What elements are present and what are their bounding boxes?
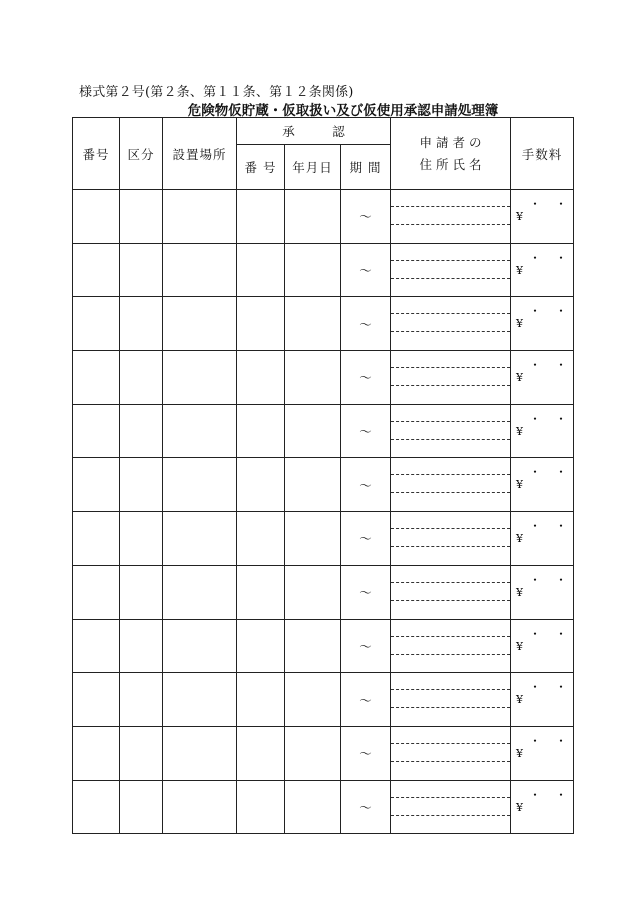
row-approval-date-cell[interactable] xyxy=(285,673,341,727)
row-approval-number-cell[interactable] xyxy=(237,297,285,351)
row-approval-number-cell[interactable] xyxy=(237,726,285,780)
row-period-cell[interactable]: ～ xyxy=(341,512,391,566)
row-fee-cell[interactable] xyxy=(511,619,582,673)
row-approval-date-cell[interactable] xyxy=(285,404,341,458)
row-location-cell[interactable] xyxy=(163,297,237,351)
header-location: 設置場所 xyxy=(163,118,237,190)
address-dotted-line xyxy=(391,260,510,261)
row-category-cell[interactable] xyxy=(120,351,163,405)
fee-date-dots: ・・ xyxy=(529,197,582,211)
document-title-text: 危険物仮貯蔵・仮取扱い及び仮使用承認申請処理簿 xyxy=(187,103,499,119)
row-period-cell[interactable]: ～ xyxy=(341,404,391,458)
row-category-cell[interactable] xyxy=(120,297,163,351)
row-applicant-cell[interactable] xyxy=(391,243,511,297)
row-applicant-cell[interactable] xyxy=(391,458,511,512)
address-dotted-line xyxy=(391,582,510,583)
table-row xyxy=(73,673,574,727)
row-location-cell[interactable] xyxy=(163,673,237,727)
row-number-cell[interactable] xyxy=(73,243,120,297)
row-fee-cell[interactable] xyxy=(511,351,582,405)
row-approval-number-cell[interactable] xyxy=(237,351,285,405)
row-approval-date-cell[interactable] xyxy=(285,190,341,244)
table-row xyxy=(73,351,574,405)
header-applicant-line2: 住 所 氏 名 xyxy=(419,156,482,172)
row-category-cell[interactable] xyxy=(120,619,163,673)
row-fee-cell[interactable] xyxy=(511,404,582,458)
row-applicant-cell[interactable] xyxy=(391,404,511,458)
row-number-cell[interactable] xyxy=(73,780,120,834)
row-number-cell[interactable] xyxy=(73,726,120,780)
yen-sign: ¥ xyxy=(516,693,523,707)
row-location-cell[interactable] xyxy=(163,726,237,780)
row-category-cell[interactable] xyxy=(120,673,163,727)
fee-date-dots: ・・ xyxy=(529,680,582,695)
name-dotted-line xyxy=(391,224,510,225)
name-dotted-line xyxy=(391,331,510,332)
address-dotted-line xyxy=(391,421,510,422)
row-approval-number-cell[interactable] xyxy=(237,243,285,297)
row-location-cell[interactable] xyxy=(163,190,237,244)
yen-sign: ¥ xyxy=(516,532,523,546)
row-number-cell[interactable] xyxy=(73,351,120,405)
name-dotted-line xyxy=(391,707,510,708)
header-approval-date: 年月日 xyxy=(285,145,341,190)
row-category-cell[interactable] xyxy=(120,190,163,244)
address-dotted-line xyxy=(391,313,510,314)
yen-sign: ¥ xyxy=(516,746,523,760)
row-category-cell[interactable] xyxy=(120,404,163,458)
row-location-cell[interactable] xyxy=(163,351,237,405)
fee-date-dots: ・・ xyxy=(529,626,582,641)
table-row xyxy=(73,619,574,673)
row-number-cell[interactable] xyxy=(73,565,120,619)
row-approval-date-cell[interactable] xyxy=(285,565,341,619)
row-period-cell[interactable]: ～ xyxy=(341,565,391,619)
row-number-cell[interactable] xyxy=(73,190,120,244)
table-row xyxy=(73,780,574,834)
row-period-cell[interactable]: ～ xyxy=(341,297,391,351)
row-number-cell[interactable] xyxy=(73,512,120,566)
row-fee-cell[interactable] xyxy=(511,780,582,834)
row-location-cell[interactable] xyxy=(163,243,237,297)
row-location-cell[interactable] xyxy=(163,619,237,673)
row-category-cell[interactable] xyxy=(120,726,163,780)
row-fee-cell[interactable] xyxy=(511,726,582,780)
table-row xyxy=(73,726,574,780)
fee-date-dots: ・・ xyxy=(529,358,582,373)
application-ledger-table xyxy=(72,117,582,834)
header-applicant xyxy=(391,118,511,190)
name-dotted-line xyxy=(391,278,510,279)
row-fee-cell[interactable] xyxy=(511,458,582,512)
row-approval-date-cell[interactable] xyxy=(285,458,341,512)
yen-sign: ¥ xyxy=(516,585,523,599)
header-approval: 承 認 xyxy=(237,118,391,145)
name-dotted-line xyxy=(391,492,510,493)
yen-sign: ¥ xyxy=(516,210,523,223)
fee-date-dots: ・・ xyxy=(529,572,582,587)
row-approval-date-cell[interactable] xyxy=(285,619,341,673)
address-dotted-line xyxy=(391,797,510,798)
name-dotted-line xyxy=(391,815,510,816)
row-number-cell[interactable] xyxy=(73,458,120,512)
row-location-cell[interactable] xyxy=(163,565,237,619)
table-row xyxy=(73,565,574,619)
header-fee: 手数料 xyxy=(511,118,574,190)
table-row xyxy=(73,458,574,512)
name-dotted-line xyxy=(391,385,510,386)
row-period-cell[interactable]: ～ xyxy=(341,351,391,405)
row-location-cell[interactable] xyxy=(163,512,237,566)
row-period-cell[interactable]: ～ xyxy=(341,780,391,834)
fee-date-dots: ・・ xyxy=(529,465,582,480)
row-fee-cell[interactable] xyxy=(511,512,582,566)
row-applicant-cell[interactable] xyxy=(391,673,511,727)
row-approval-date-cell[interactable] xyxy=(285,726,341,780)
address-dotted-line xyxy=(391,689,510,690)
fee-date-dots: ・・ xyxy=(529,733,582,748)
header-applicant-line1: 申 請 者 の xyxy=(419,134,482,150)
row-applicant-cell[interactable] xyxy=(391,780,511,834)
fee-date-dots: ・・ xyxy=(529,250,582,265)
row-location-cell[interactable] xyxy=(163,780,237,834)
row-approval-date-cell[interactable] xyxy=(285,512,341,566)
row-category-cell[interactable] xyxy=(120,512,163,566)
header-category: 区分 xyxy=(120,118,163,190)
row-period-cell[interactable]: ～ xyxy=(341,726,391,780)
name-dotted-line xyxy=(391,761,510,762)
row-approval-number-cell[interactable] xyxy=(237,780,285,834)
name-dotted-line xyxy=(391,600,510,601)
row-approval-number-cell[interactable] xyxy=(237,565,285,619)
row-applicant-cell[interactable] xyxy=(391,351,511,405)
yen-sign: ¥ xyxy=(516,424,523,438)
row-period-cell[interactable]: ～ xyxy=(341,673,391,727)
table-row xyxy=(73,297,574,351)
fee-date-dots: ・・ xyxy=(529,411,582,426)
row-number-cell[interactable] xyxy=(73,673,120,727)
row-applicant-cell[interactable] xyxy=(391,190,511,244)
yen-sign: ¥ xyxy=(516,263,523,277)
yen-sign: ¥ xyxy=(516,639,523,653)
name-dotted-line xyxy=(391,439,510,440)
header-approval-period: 期 間 xyxy=(341,145,391,190)
row-applicant-cell[interactable] xyxy=(391,297,511,351)
row-number-cell[interactable] xyxy=(73,297,120,351)
table-row xyxy=(73,190,574,244)
row-approval-number-cell[interactable] xyxy=(237,619,285,673)
row-approval-number-cell[interactable] xyxy=(237,404,285,458)
row-fee-cell[interactable] xyxy=(511,565,582,619)
table-row xyxy=(73,512,574,566)
address-dotted-line xyxy=(391,206,510,207)
address-dotted-line xyxy=(391,743,510,744)
row-fee-cell[interactable] xyxy=(511,190,582,244)
table-row xyxy=(73,243,574,297)
form-number: 様式第２号(第２条、第１１条、第１２条関係) xyxy=(79,85,354,100)
row-approval-date-cell[interactable] xyxy=(285,243,341,297)
header-approval-number: 番 号 xyxy=(237,145,285,190)
row-applicant-cell[interactable] xyxy=(391,512,511,566)
address-dotted-line xyxy=(391,367,510,368)
name-dotted-line xyxy=(391,546,510,547)
row-fee-cell[interactable] xyxy=(511,673,582,727)
row-approval-number-cell[interactable] xyxy=(237,458,285,512)
document-title xyxy=(0,99,630,119)
row-location-cell[interactable] xyxy=(163,458,237,512)
row-approval-number-cell[interactable] xyxy=(237,512,285,566)
fee-date-dots: ・・ xyxy=(529,304,582,319)
yen-sign: ¥ xyxy=(516,478,523,492)
row-period-cell[interactable]: ～ xyxy=(341,458,391,512)
row-location-cell[interactable] xyxy=(163,404,237,458)
row-approval-number-cell[interactable] xyxy=(237,673,285,727)
yen-sign: ¥ xyxy=(516,800,523,814)
row-period-cell[interactable]: ～ xyxy=(341,619,391,673)
row-approval-date-cell[interactable] xyxy=(285,780,341,834)
fee-date-dots: ・・ xyxy=(529,519,582,534)
header-number: 番号 xyxy=(73,118,120,190)
address-dotted-line xyxy=(391,636,510,637)
address-dotted-line xyxy=(391,474,510,475)
table-row xyxy=(73,404,574,458)
row-fee-cell[interactable] xyxy=(511,297,582,351)
row-approval-date-cell[interactable] xyxy=(285,297,341,351)
row-applicant-cell[interactable] xyxy=(391,565,511,619)
name-dotted-line xyxy=(391,654,510,655)
row-category-cell[interactable] xyxy=(120,243,163,297)
row-number-cell[interactable] xyxy=(73,404,120,458)
row-approval-date-cell[interactable] xyxy=(285,351,341,405)
row-category-cell[interactable] xyxy=(120,458,163,512)
row-applicant-cell[interactable] xyxy=(391,619,511,673)
row-period-cell[interactable]: ～ xyxy=(341,190,391,244)
row-category-cell[interactable] xyxy=(120,565,163,619)
row-approval-number-cell[interactable] xyxy=(237,190,285,244)
fee-date-dots: ・・ xyxy=(529,787,582,802)
yen-sign: ¥ xyxy=(516,317,523,331)
address-dotted-line xyxy=(391,528,510,529)
row-period-cell[interactable]: ～ xyxy=(341,243,391,297)
row-number-cell[interactable] xyxy=(73,619,120,673)
yen-sign: ¥ xyxy=(516,371,523,385)
row-applicant-cell[interactable] xyxy=(391,726,511,780)
row-fee-cell[interactable] xyxy=(511,243,582,297)
row-category-cell[interactable] xyxy=(120,780,163,834)
